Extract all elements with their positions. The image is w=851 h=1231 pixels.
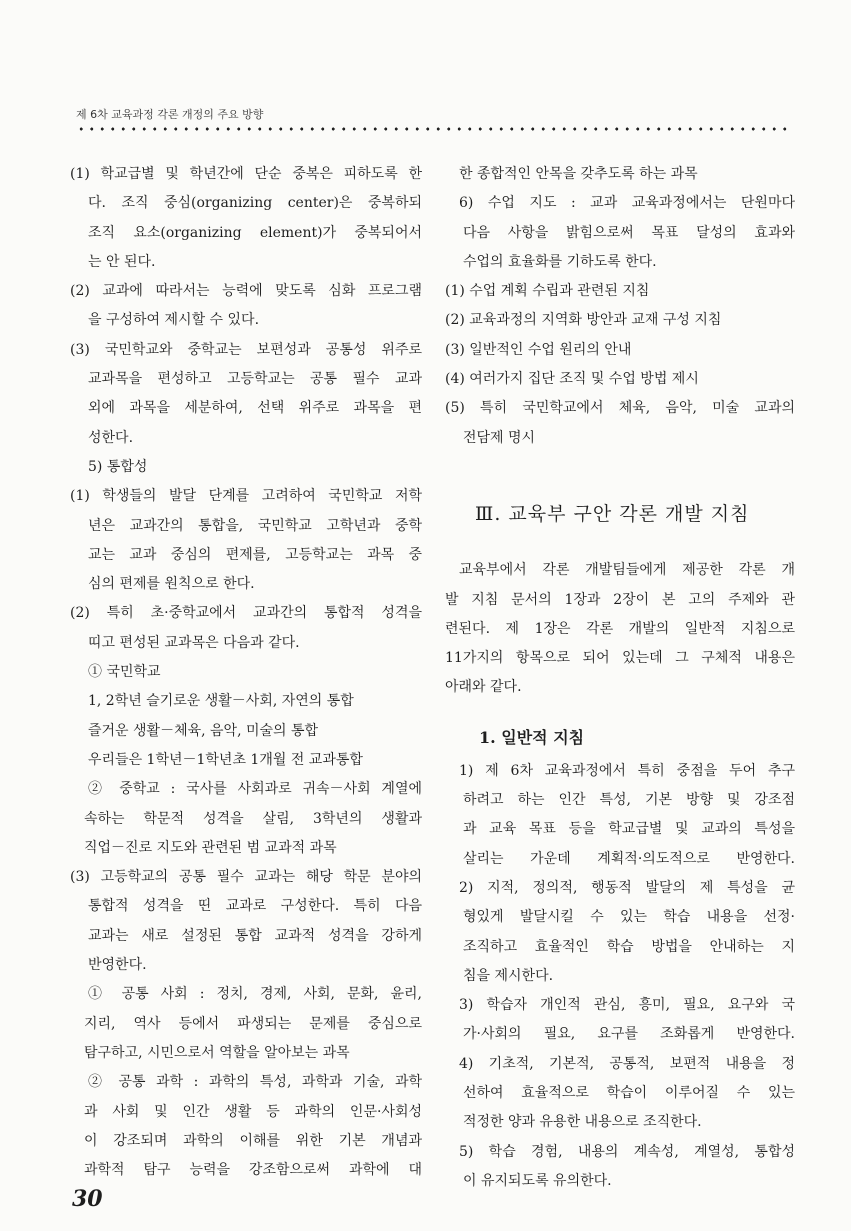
text-line: ① 국민학교 <box>88 664 161 681</box>
text-line: 을 구성하여 제시할 수 있다. <box>88 312 260 329</box>
text-line: 속하는 학문적 성격을 살림, 3학년의 생활과 <box>84 810 422 827</box>
text-line: 띠고 편성된 교과목은 다음과 같다. <box>88 634 300 651</box>
text-line: 침을 제시한다. <box>463 967 554 984</box>
text-line: 가·사회의 필요, 요구를 조화롭게 반영한다. <box>463 1026 795 1043</box>
right-top-block <box>445 160 795 453</box>
text-line: 성한다. <box>88 429 134 446</box>
text-line: 한 종합적인 안목을 갖추도록 하는 과목 <box>459 166 698 182</box>
text-line: 적정한 양과 유용한 내용으로 조직한다. <box>463 1114 702 1131</box>
spacer <box>445 703 795 719</box>
text-line: ② 공통 과학 : 과학의 특성, 과학과 기술, 과학 <box>88 1074 422 1091</box>
spacer <box>445 453 795 482</box>
text-line: (2) 교과에 따라서는 능력에 맞도록 심화 프로그램 <box>70 283 422 300</box>
text-line: (3) 고등학교의 공통 필수 교과는 해당 학문 분야의 <box>70 869 422 886</box>
text-line: 살리는 가운데 계획적·의도적으로 반영한다. <box>463 850 795 867</box>
page-number: 30 <box>72 1186 103 1212</box>
text-line: 교는 교과 중심의 편제를, 고등학교는 과목 중 <box>88 546 422 563</box>
text-line: 다. 조직 중심(organizing center)은 중복하되 <box>88 195 422 212</box>
text-line: (1) 수업 계획 수립과 관련된 지침 <box>445 283 650 300</box>
text-line: 는 안 된다. <box>88 253 156 270</box>
text-line: 수업의 효율화를 기하도록 한다. <box>463 253 657 270</box>
subsection-title: 1. 일반적 지침 <box>479 727 585 747</box>
text-line: (3) 국민학교와 중학교는 보편성과 공통성 위주로 <box>70 341 422 358</box>
guideline-list <box>445 757 795 1196</box>
text-line: 5) 통합성 <box>88 458 148 475</box>
text-line: 3) 학습자 개인적 관심, 흥미, 필요, 요구와 국 <box>459 997 795 1014</box>
text-line: ② 중학교 : 국사를 사회과로 귀속－사회 계열에 <box>88 781 422 798</box>
right-column <box>445 160 795 1196</box>
text-line: (2) 특히 초·중학교에서 교과간의 통합적 성격을 <box>70 605 422 622</box>
text-line: ① 공통 사회 : 정치, 경제, 사회, 문화, 윤리, <box>88 986 422 1003</box>
text-line: 심의 편제를 원칙으로 한다. <box>88 576 255 593</box>
text-line: 다음 사항을 밝힘으로써 목표 달성의 효과와 <box>463 224 795 241</box>
text-line: 2) 지적, 정의적, 행동적 발달의 제 특성을 균 <box>459 879 795 896</box>
text-line: 즐거운 생활－체육, 음악, 미술의 통합 <box>88 722 319 739</box>
text-line: 과 교육 목표 등을 학교급별 및 교과의 특성을 <box>463 821 795 838</box>
text-line: 교육부에서 각론 개발팀들에게 제공한 각론 개 <box>459 562 795 579</box>
text-line: 이 강조되며 과학의 이해를 위한 기본 개념과 <box>84 1132 422 1149</box>
text-line: 교과목을 편성하고 고등학교는 공통 필수 교과 <box>88 371 422 388</box>
left-column <box>70 160 422 1185</box>
text-line: (5) 특히 국민학교에서 체육, 음악, 미술 교과의 <box>445 400 795 417</box>
text-line: 탐구하고, 시민으로서 역할을 알아보는 과목 <box>84 1044 350 1061</box>
text-line: 조직하고 효율적인 학습 방법을 안내하는 지 <box>463 938 795 955</box>
text-line: 반영한다. <box>88 957 147 974</box>
text-line: 과학적 탐구 능력을 강조함으로써 과학에 대 <box>84 1162 422 1179</box>
text-line: 5) 학습 경험, 내용의 계속성, 계열성, 통합성 <box>459 1143 795 1160</box>
text-line: 선하여 효율적으로 학습이 이루어질 수 있는 <box>463 1085 795 1102</box>
text-line: 아래와 같다. <box>445 679 522 696</box>
text-line: (3) 일반적인 수업 원리의 안내 <box>445 341 632 358</box>
text-line: 련된다. 제 1장은 각론 개발의 일반적 지침으로 <box>445 620 795 637</box>
text-line: 외에 과목을 세분하여, 선택 위주로 과목을 편 <box>88 400 422 417</box>
dotted-rule <box>76 126 788 132</box>
text-line: 4) 기초적, 기본적, 공통적, 보편적 내용을 정 <box>459 1055 795 1072</box>
text-line: 1, 2학년 슬기로운 생활－사회, 자연의 통합 <box>88 693 354 710</box>
text-line: 발 지침 문서의 1장과 2장이 본 고의 주제와 관 <box>445 591 795 608</box>
text-line: 1) 제 6차 교육과정에서 특히 중점을 두어 추구 <box>459 762 795 779</box>
text-line: 형있게 발달시킬 수 있는 학습 내용을 선정· <box>463 909 795 926</box>
spacer <box>445 546 795 556</box>
text-line: 과 사회 및 인간 생활 등 과학의 인문·사회성 <box>84 1103 422 1120</box>
text-line: 이 유지되도록 유의한다. <box>463 1172 612 1189</box>
text-line: 우리들은 1학년－1학년초 1개월 전 교과통합 <box>88 751 363 768</box>
running-header: 제 6차 교육과정 각론 개정의 주요 방향 <box>76 108 264 121</box>
text-line: 11가지의 항목으로 되어 있는데 그 구체적 내용은 <box>445 650 795 667</box>
text-line: 통합적 성격을 띤 교과로 구성한다. 특히 다음 <box>88 898 422 915</box>
section-title: Ⅲ. 교육부 구안 각론 개발 지침 <box>475 503 750 526</box>
section-intro <box>445 556 795 702</box>
text-line: 하려고 하는 인간 특성, 기본 방향 및 강조점 <box>463 792 795 809</box>
text-line: (1) 학생들의 발달 단계를 고려하여 국민학교 저학 <box>70 488 422 505</box>
text-line: (2) 교육과정의 지역화 방안과 교재 구성 지침 <box>445 312 722 329</box>
text-line: 교과는 새로 설정된 통합 교과적 성격을 강하게 <box>88 927 422 944</box>
text-line: (1) 학교급별 및 학년간에 단순 중복은 피하도록 한 <box>70 166 422 182</box>
text-line: 6) 수업 지도 : 교과 교육과정에서는 단원마다 <box>459 195 795 212</box>
text-line: 직업－진로 지도와 관련된 범 교과적 과목 <box>84 839 337 856</box>
text-line: 조직 요소(organizing element)가 중복되어서 <box>88 224 422 241</box>
text-line: (4) 여러가지 집단 조직 및 수업 방법 제시 <box>445 371 699 388</box>
text-line: 년은 교과간의 통합을, 국민학교 고학년과 중학 <box>88 517 422 534</box>
text-line: 지리, 역사 등에서 파생되는 문제를 중심으로 <box>84 1015 422 1032</box>
text-line: 전담제 명시 <box>463 429 536 446</box>
